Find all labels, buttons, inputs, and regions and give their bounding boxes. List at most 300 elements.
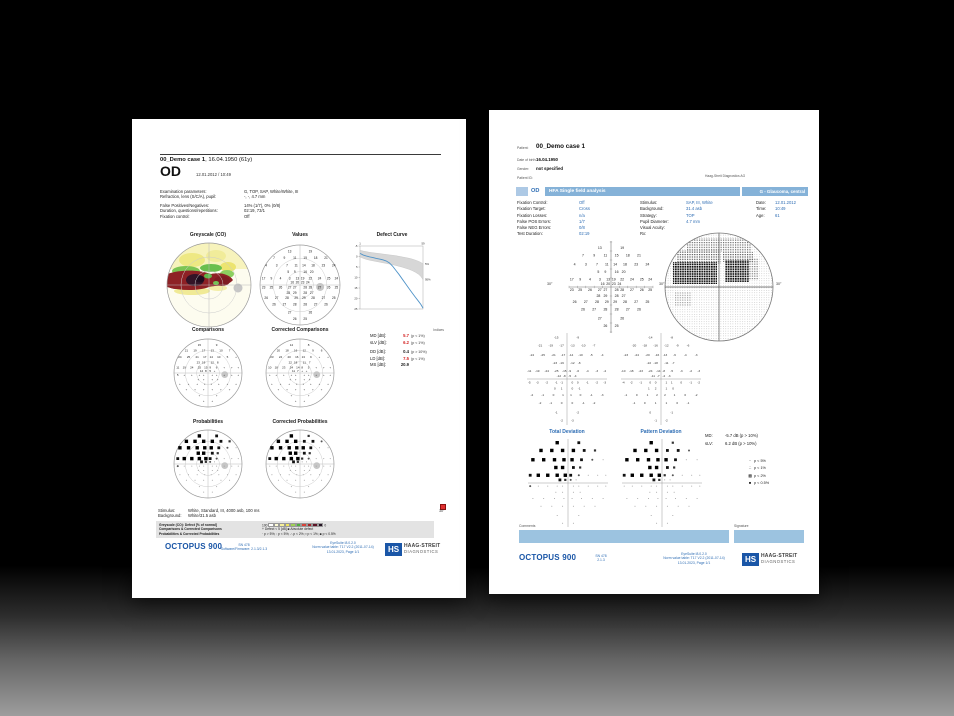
total-deviation-values-plot [523, 330, 611, 428]
svg-text:1: 1 [665, 386, 668, 391]
svg-text:28: 28 [603, 307, 608, 312]
param-row: Fixation Losses: n/a [517, 212, 585, 218]
svg-text:12: 12 [302, 348, 306, 353]
svg-text:+: + [215, 374, 218, 378]
svg-text:-8: -8 [577, 361, 581, 366]
svg-text:13: 13 [210, 348, 214, 353]
svg-text:+: + [211, 388, 214, 392]
svg-text:24: 24 [278, 354, 283, 359]
svg-text:+: + [301, 369, 303, 373]
svg-text:3: 3 [584, 262, 587, 267]
svg-text:0: 0 [680, 380, 683, 385]
section-title-greyscale: Greyscale (CO) [189, 232, 227, 238]
svg-text:11: 11 [604, 262, 609, 267]
svg-text:9: 9 [293, 270, 296, 275]
svg-text:27: 27 [293, 285, 297, 290]
svg-text:-11: -11 [664, 361, 669, 366]
param-row: Date: 12.01.2012 [756, 200, 796, 205]
svg-text:17: 17 [202, 348, 206, 353]
svg-text:-1: -1 [577, 386, 581, 391]
svg-text:9: 9 [209, 365, 211, 370]
svg-text:-2: -2 [595, 380, 599, 385]
svg-text:-13: -13 [570, 343, 575, 348]
svg-text:4: 4 [279, 276, 282, 281]
index-row: sLV [dB]: 6.2 (p < 1%) [370, 339, 425, 345]
svg-text:-1: -1 [554, 380, 558, 385]
svg-text:+: + [295, 382, 298, 386]
svg-text:-23: -23 [623, 353, 629, 358]
svg-text:14: 14 [302, 263, 306, 268]
svg-text:-2: -2 [545, 380, 549, 385]
comments-field [519, 530, 729, 543]
svg-text:5: 5 [176, 373, 179, 378]
svg-text:+: + [202, 378, 205, 382]
md-row: MD: -5.7 dB (p > 10%) [705, 433, 758, 438]
svg-text:-1: -1 [541, 393, 545, 398]
svg-text:1: 1 [359, 241, 361, 246]
svg-text:29: 29 [302, 296, 306, 301]
svg-text:9: 9 [604, 270, 607, 275]
background-row: Background: White/31.5 asb [158, 513, 216, 518]
svg-text:-13: -13 [662, 353, 668, 358]
svg-text:25: 25 [578, 288, 583, 293]
section-title-corrected-comparisons: Corrected Comparisons [271, 327, 329, 333]
svg-text:28: 28 [311, 296, 315, 301]
svg-text:-19: -19 [559, 361, 564, 366]
svg-text:-12: -12 [664, 343, 669, 348]
svg-text:+: + [307, 394, 310, 398]
svg-text:-3: -3 [667, 373, 671, 378]
legend-greyscale-row: Greyscale (CO): Defect [% of normal] 100 0 [159, 522, 327, 527]
svg-text:+: + [329, 366, 332, 370]
svg-text:-4: -4 [683, 353, 687, 358]
svg-text:28: 28 [614, 294, 619, 299]
svg-text:-4: -4 [621, 380, 625, 385]
svg-text:5: 5 [307, 365, 310, 370]
svg-text:9: 9 [270, 276, 273, 281]
svg-text:2: 2 [654, 386, 657, 391]
svg-text:0: 0 [571, 380, 574, 385]
serial-number: SN 478 [595, 554, 607, 558]
norm-table: Norm value table: T17 V2.2 (2011-07-14) [312, 545, 374, 550]
param-row: False Positives/Negatives: 14% (1/7), 0% (0/8) [160, 202, 281, 208]
svg-text:+: + [289, 378, 292, 382]
footer-serial-column [579, 554, 623, 563]
svg-text:+: + [322, 366, 325, 370]
svg-text:+: + [197, 378, 200, 382]
corrected-comparisons-plot [264, 335, 336, 413]
svg-text:+: + [220, 388, 222, 392]
svg-text:1: 1 [673, 393, 676, 398]
svg-text:0: 0 [654, 380, 657, 385]
svg-text:+: + [235, 382, 237, 386]
svg-text:3: 3 [598, 277, 601, 282]
svg-text:0: 0 [355, 254, 358, 259]
svg-text:-10: -10 [620, 369, 626, 374]
eye-chip [516, 187, 528, 196]
svg-text:23: 23 [261, 285, 266, 290]
svg-text:-2: -2 [629, 380, 633, 385]
svg-text:+: + [290, 394, 293, 398]
index-row: MD [dB]: 5.7 (p < 1%) [370, 333, 425, 338]
svg-text:18: 18 [313, 255, 318, 260]
svg-text:+: + [327, 382, 329, 386]
svg-text:14: 14 [296, 365, 300, 370]
svg-text:-9: -9 [576, 335, 580, 340]
svg-text:-17: -17 [559, 343, 564, 348]
svg-text:11: 11 [291, 368, 296, 373]
svg-text:27: 27 [603, 288, 608, 293]
svg-text:11: 11 [294, 263, 298, 268]
svg-text:27: 27 [583, 300, 588, 305]
svg-text:9: 9 [283, 255, 286, 260]
svg-text:-4: -4 [603, 369, 607, 374]
svg-text:4: 4 [265, 263, 268, 268]
svg-text:18: 18 [285, 348, 289, 353]
svg-text:13: 13 [301, 354, 305, 359]
pattern-deviation-values-plot [617, 330, 705, 428]
svg-text:1: 1 [654, 401, 657, 406]
svg-text:-3: -3 [697, 369, 701, 374]
svg-text:20: 20 [287, 354, 291, 359]
svg-text:-4: -4 [662, 373, 666, 378]
svg-text:24: 24 [630, 277, 634, 282]
svg-text:18: 18 [311, 263, 315, 268]
svg-text:+: + [218, 382, 220, 386]
gender-label: Gender: [517, 167, 530, 171]
svg-text:24: 24 [178, 354, 182, 359]
svg-text:11: 11 [302, 360, 306, 365]
svg-text:+: + [318, 355, 321, 359]
svg-text:9: 9 [579, 277, 582, 282]
svg-text:5%: 5% [425, 261, 430, 266]
print-date-page: 13.01.2023, Page 1/1 [677, 560, 711, 565]
svg-text:-1: -1 [581, 401, 585, 406]
svg-text:+: + [268, 374, 271, 378]
svg-text:+: + [327, 355, 329, 359]
param-row: Refraction, lens (S/C/A), pupil: -, -, 4.7 mm [160, 194, 266, 200]
total-deviation-prob-plot [524, 437, 612, 529]
svg-text:29: 29 [294, 296, 298, 301]
svg-text:+: + [305, 369, 308, 373]
svg-text:7: 7 [308, 360, 311, 365]
svg-text:-1: -1 [689, 380, 693, 385]
svg-text:15: 15 [204, 365, 208, 370]
svg-text:0: 0 [684, 393, 687, 398]
svg-text:+: + [275, 374, 278, 378]
svg-text:27: 27 [321, 296, 326, 301]
svg-text:20: 20 [309, 270, 314, 275]
svg-text:+: + [283, 374, 285, 378]
svg-text:-14: -14 [568, 353, 574, 358]
svg-text:24: 24 [334, 276, 339, 281]
svg-text:+: + [198, 374, 201, 378]
svg-text:26: 26 [293, 316, 297, 321]
patient-dob-age: , 16.04.1950 (61y) [205, 157, 253, 163]
svg-text:18: 18 [625, 253, 630, 258]
angle-left-label: 30° [547, 282, 553, 286]
legend-row: ■ p < 0.5% [748, 481, 770, 486]
slv-row: sLV: 6.2 dB (p > 10%) [705, 441, 757, 446]
legend-row: ∴ p < 1% [748, 466, 766, 471]
svg-text:21: 21 [184, 348, 189, 353]
svg-text:17: 17 [261, 276, 266, 281]
patient-id-label: Patient ID: [517, 176, 533, 180]
eyesuite-version: EyeSuite i8.0.2.0 [681, 552, 707, 556]
svg-text:+: + [310, 382, 312, 386]
svg-text:20: 20 [606, 282, 611, 287]
svg-text:+: + [237, 366, 240, 370]
svg-text:+: + [223, 366, 225, 370]
svg-text:-22: -22 [646, 361, 652, 366]
angle-greyscale-label: 30° [776, 282, 782, 286]
gender-value: not specified [536, 166, 564, 171]
svg-text:25: 25 [639, 277, 644, 282]
svg-text:19: 19 [202, 360, 206, 365]
svg-text:+: + [237, 374, 240, 378]
section-title-values: Values [292, 232, 308, 238]
svg-text:-1: -1 [585, 380, 589, 385]
svg-text:6: 6 [215, 365, 218, 370]
svg-text:16: 16 [295, 354, 299, 359]
svg-text:28: 28 [303, 302, 307, 307]
svg-text:27: 27 [634, 300, 639, 305]
svg-text:27: 27 [287, 310, 292, 315]
svg-text:13: 13 [606, 277, 611, 282]
svg-text:-7: -7 [592, 343, 596, 348]
svg-text:21: 21 [324, 255, 328, 260]
svg-text:13: 13 [295, 276, 300, 281]
svg-text:+: + [191, 374, 193, 378]
svg-text:25: 25 [332, 296, 336, 301]
svg-text:25: 25 [269, 285, 274, 290]
svg-text:24: 24 [617, 282, 622, 287]
index-row: LD [dB]: 7.5 (p < 1%) [370, 355, 425, 361]
greyscale-color-scale [268, 523, 323, 527]
svg-text:28: 28 [620, 288, 625, 293]
svg-text:8: 8 [301, 365, 303, 370]
svg-text:-4: -4 [585, 369, 589, 374]
svg-text:+: + [226, 382, 229, 386]
svg-text:19: 19 [193, 348, 197, 353]
svg-text:-12: -12 [570, 361, 575, 366]
svg-text:-5: -5 [589, 353, 593, 358]
svg-text:24: 24 [289, 365, 294, 370]
svg-text:+: + [213, 369, 216, 373]
param-row: False NEG Errors: 0/8 [517, 225, 585, 231]
svg-text:-2: -2 [530, 393, 534, 398]
clinic-name: Haag-Streit Diagnostics AG [705, 174, 746, 178]
svg-text:28: 28 [303, 285, 307, 290]
svg-text:-20: -20 [631, 343, 637, 348]
svg-text:7: 7 [286, 263, 288, 268]
svg-text:0: 0 [571, 386, 574, 391]
svg-text:-5: -5 [355, 244, 358, 248]
svg-text:3: 3 [288, 276, 291, 281]
values-plot [258, 243, 342, 327]
svg-text:-2: -2 [694, 393, 698, 398]
svg-text:7: 7 [228, 348, 231, 353]
svg-text:22: 22 [620, 277, 625, 282]
svg-text:+: + [288, 382, 290, 386]
sensitivity-grid-plot [564, 234, 658, 340]
svg-text:23: 23 [611, 282, 616, 287]
svg-text:1: 1 [647, 386, 650, 391]
svg-text:25: 25 [334, 285, 339, 290]
svg-text:-4: -4 [600, 353, 604, 358]
signature-label: Signature [734, 524, 749, 528]
svg-text:0: 0 [571, 401, 574, 406]
svg-text:26: 26 [308, 310, 313, 315]
svg-text:-3: -3 [603, 380, 607, 385]
svg-text:7: 7 [273, 255, 275, 260]
svg-text:+: + [202, 400, 205, 404]
svg-text:22: 22 [288, 360, 292, 365]
svg-text:-14: -14 [656, 369, 661, 374]
svg-text:-4: -4 [573, 373, 577, 378]
svg-text:-16: -16 [654, 353, 660, 358]
legend-comparisons-row: Comparisons & Corrected Comparisons + Defect < 5 [dB] ■ Absolute defect [159, 527, 314, 532]
comparisons-plot [172, 335, 244, 413]
svg-text:18: 18 [274, 365, 278, 370]
svg-text:20: 20 [276, 348, 281, 353]
svg-text:-6: -6 [576, 369, 580, 374]
svg-text:0: 0 [579, 393, 582, 398]
section-title-probabilities: Probabilities [192, 419, 224, 425]
print-date-page: 13.01.2023, Page 1/1 [326, 549, 360, 554]
svg-text:-21: -21 [551, 353, 556, 358]
svg-text:+: + [303, 400, 306, 404]
svg-text:-2: -2 [560, 418, 563, 423]
legend-probabilities-row: Probabilities & Corrected Probabilities · p > 5%; : p < 5%; ∴ p < 2%; ▪ p < 1%; ■ p < 0.5% [159, 531, 336, 536]
footer-suite-column [298, 541, 388, 554]
svg-text:11: 11 [176, 365, 180, 370]
svg-text:23: 23 [282, 365, 286, 370]
report-page-hfa-analysis [489, 110, 819, 594]
param-row: Background: 31.4 asb [640, 206, 703, 212]
svg-text:25: 25 [303, 316, 307, 321]
svg-text:+: + [203, 382, 206, 386]
exam-parameters-block [160, 189, 298, 219]
svg-text:19: 19 [182, 365, 186, 370]
svg-text:-1: -1 [632, 401, 636, 406]
norm-table: Norm value table: T17 V2.2 (2011-07-14) [663, 556, 725, 561]
svg-text:3: 3 [275, 263, 278, 268]
svg-text:0: 0 [552, 393, 555, 398]
svg-text:29: 29 [604, 300, 609, 305]
angle-right-label: 30° [659, 282, 665, 286]
svg-text:+: + [286, 388, 288, 392]
svg-text:-5: -5 [527, 380, 531, 385]
svg-text:-10: -10 [578, 353, 583, 358]
svg-text:+: + [235, 355, 237, 359]
signature-field [734, 530, 804, 543]
svg-text:17: 17 [203, 354, 207, 359]
svg-text:-1: -1 [654, 418, 657, 423]
patient-label: Patient: [517, 146, 529, 150]
footer-serial-column [208, 543, 280, 552]
svg-text:-19: -19 [548, 343, 554, 348]
svg-text:+: + [315, 366, 317, 370]
eye-label: OD [160, 163, 181, 179]
header-rule [160, 154, 441, 155]
param-row: Time: 10:49 [756, 206, 786, 212]
svg-text:27: 27 [597, 288, 602, 293]
svg-text:+: + [271, 382, 273, 386]
svg-text:-6: -6 [686, 343, 690, 348]
svg-text:23: 23 [634, 262, 639, 267]
probability-legend [746, 458, 769, 488]
svg-text:25: 25 [648, 288, 653, 293]
svg-text:+: + [210, 382, 213, 386]
device-name: OCTOPUS 900 [165, 542, 223, 551]
svg-text:-5: -5 [568, 373, 572, 378]
svg-text:-9: -9 [568, 369, 572, 374]
patient-name: 00_Demo case 1 [160, 157, 206, 163]
svg-text:19: 19 [611, 277, 616, 282]
dob-value: 16.04.1950 [536, 157, 558, 162]
svg-text:1: 1 [665, 380, 668, 385]
svg-text:26: 26 [264, 296, 268, 301]
svg-text:0: 0 [672, 386, 675, 391]
param-row: Fixation Target: Cross [517, 206, 590, 212]
svg-text:-9: -9 [675, 343, 679, 348]
svg-text:20: 20 [295, 280, 300, 285]
svg-text:-1: -1 [670, 410, 674, 415]
program-bar [742, 187, 808, 196]
svg-text:23: 23 [196, 360, 200, 365]
svg-text:23: 23 [270, 354, 274, 359]
svg-text:26: 26 [603, 324, 608, 329]
svg-text:+: + [223, 374, 225, 378]
param-row: Duration, questions/repetitions: 02:19, 73/1 [160, 208, 265, 214]
svg-text:21: 21 [637, 253, 641, 258]
svg-text:1: 1 [560, 386, 563, 391]
svg-text:25: 25 [354, 307, 358, 311]
svg-text:16: 16 [600, 282, 605, 287]
haag-streit-brand: HAAG-STREIT DIAGNOSTICS [404, 543, 441, 554]
svg-text:7: 7 [297, 368, 299, 373]
svg-text:27: 27 [287, 285, 292, 290]
svg-text:28: 28 [285, 296, 289, 301]
param-row: Strategy: TOP [640, 212, 695, 218]
svg-text:8: 8 [216, 360, 219, 365]
svg-text:14: 14 [289, 342, 294, 347]
svg-text:10: 10 [219, 348, 223, 353]
svg-text:-3: -3 [600, 393, 604, 398]
svg-text:+: + [294, 400, 297, 404]
svg-text:-19: -19 [535, 369, 540, 374]
total-deviation-label: Total Deviation [549, 429, 585, 435]
svg-text:26: 26 [588, 288, 592, 293]
svg-text:27: 27 [282, 302, 287, 307]
svg-text:15: 15 [614, 253, 619, 258]
svg-text:+: + [183, 374, 186, 378]
svg-text:13: 13 [597, 246, 602, 251]
svg-text:10: 10 [354, 275, 358, 280]
svg-text:15: 15 [197, 342, 202, 347]
svg-text:+: + [185, 388, 188, 392]
svg-text:+: + [194, 388, 196, 392]
param-row: Stimulus: SAP, III, White [640, 200, 713, 205]
svg-text:9: 9 [215, 342, 218, 347]
svg-text:0: 0 [649, 410, 652, 415]
svg-text:25: 25 [614, 324, 619, 329]
pattern-deviation-prob-plot [618, 437, 706, 529]
svg-text:9: 9 [309, 354, 312, 359]
legend-row: ·· p < 5% [748, 459, 766, 463]
svg-text:28: 28 [595, 300, 599, 305]
